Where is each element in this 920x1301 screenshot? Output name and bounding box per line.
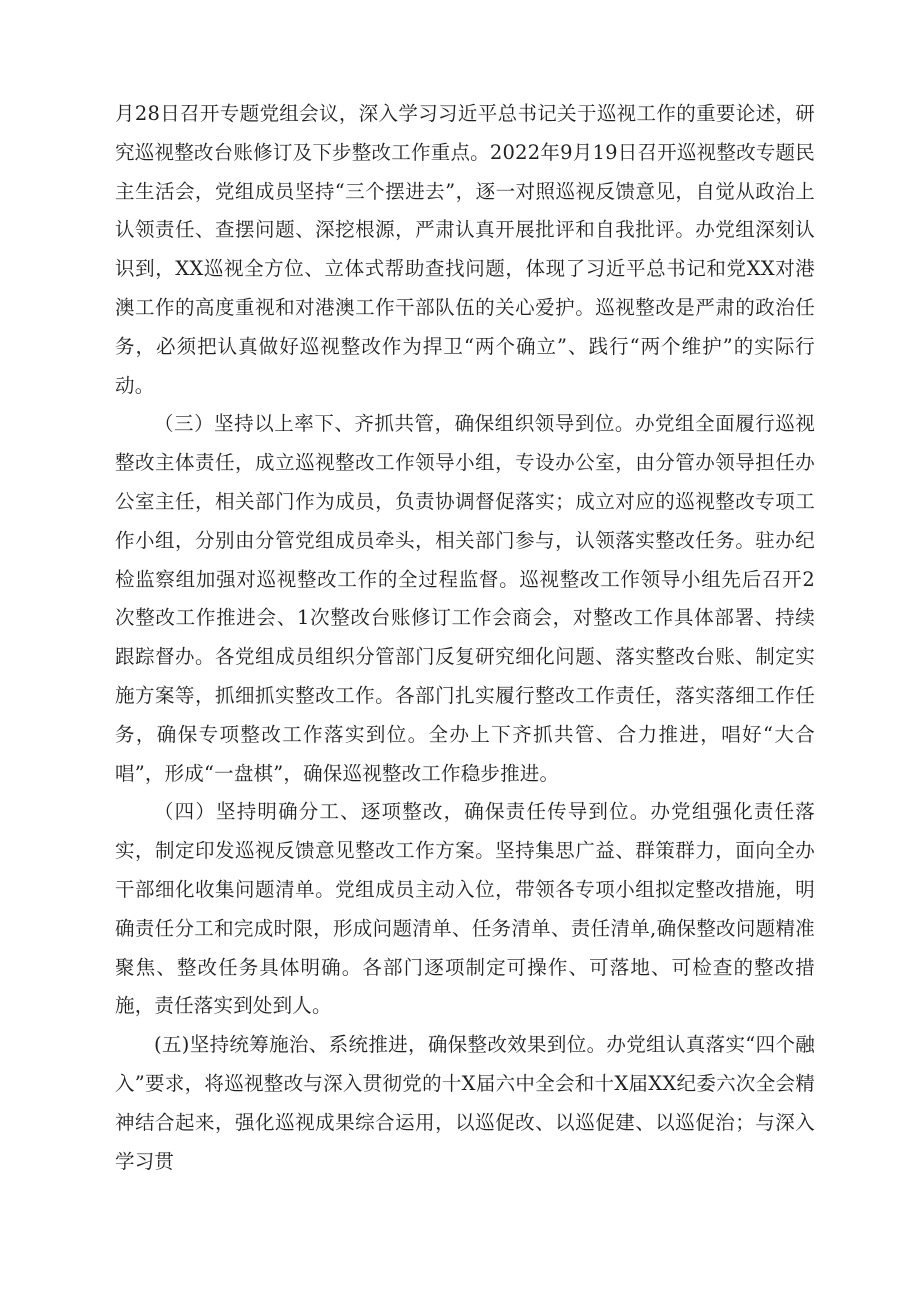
paragraph-section-3: （三）坚持以上率下、齐抓共管，确保组织领导到位。办党组全面履行巡视整改主体责任，成立巡视整改工作领导小组，专设办公室，由分管办领导担任办公室主任，相关部门作为成员，负责协调督促落实；成立对应的巡视整改专项工作小组，分别由分管党组成员牵头，相关部门参与，认领落实整改任务。驻办纪检监察组加强对巡视整改工作的全过程监督。巡视整改工作领导小组先后召开2次整改工作推进会、1次整改台账修订工作会商会，对整改工作具体部署、持续跟踪督办。各党组成员组织分管部门反复研究细化问题、落实整改台账、制定实施方案等，抓细抓实整改工作。各部门扎实履行整改工作责任，落实落细工作任务，确保专项整改工作落实到位。全办上下齐抓共管、合力推进，唱好“大合唱”，形成“一盘棋”，确保巡视整改工作稳步推进。: [115, 412, 815, 785]
paragraph-section-5: (五)坚持统筹施治、系统推进，确保整改效果到位。办党组认真落实“四个融入”要求，将巡视整改与深入贯彻党的十X届六中全会和十X届XX纪委六次全会精神结合起来，强化巡视成果综合运用，以巡促改、以巡促建、以巡促治；与深入学习贯: [115, 1033, 815, 1173]
paragraph-section-4: （四）坚持明确分工、逐项整改，确保责任传导到位。办党组强化责任落实，制定印发巡视反馈意见整改工作方案。坚持集思广益、群策群力，面向全办干部细化收集问题清单。党组成员主动入位，带领各专项小组拟定整改措施，明确责任分工和完成时限，形成问题清单、任务清单、责任清单,确保整改问题精准聚焦、整改任务具体明确。各部门逐项制定可操作、可落地、可检查的整改措施，责任落实到处到人。: [115, 800, 815, 1018]
paragraph-continuation: 月28日召开专题党组会议，深入学习习近平总书记关于巡视工作的重要论述，研究巡视整改台账修订及下步整改工作重点。2022年9月19日召开巡视整改专题民主生活会，党组成员坚持“三个摆进去”，逐一对照巡视反馈意见，自觉从政治上认领责任、查摆问题、深挖根源，严肃认真开展批评和自我批评。办党组深刻认识到，XX巡视全方位、立体式帮助查找问题，体现了习近平总书记和党XX对港澳工作的高度重视和对港澳工作干部队伍的关心爱护。巡视整改是严肃的政治任务，必须把认真做好巡视整改作为捍卫“两个确立”、践行“两个维护”的实际行动。: [115, 102, 815, 397]
document-body: [115, 95, 815, 1181]
